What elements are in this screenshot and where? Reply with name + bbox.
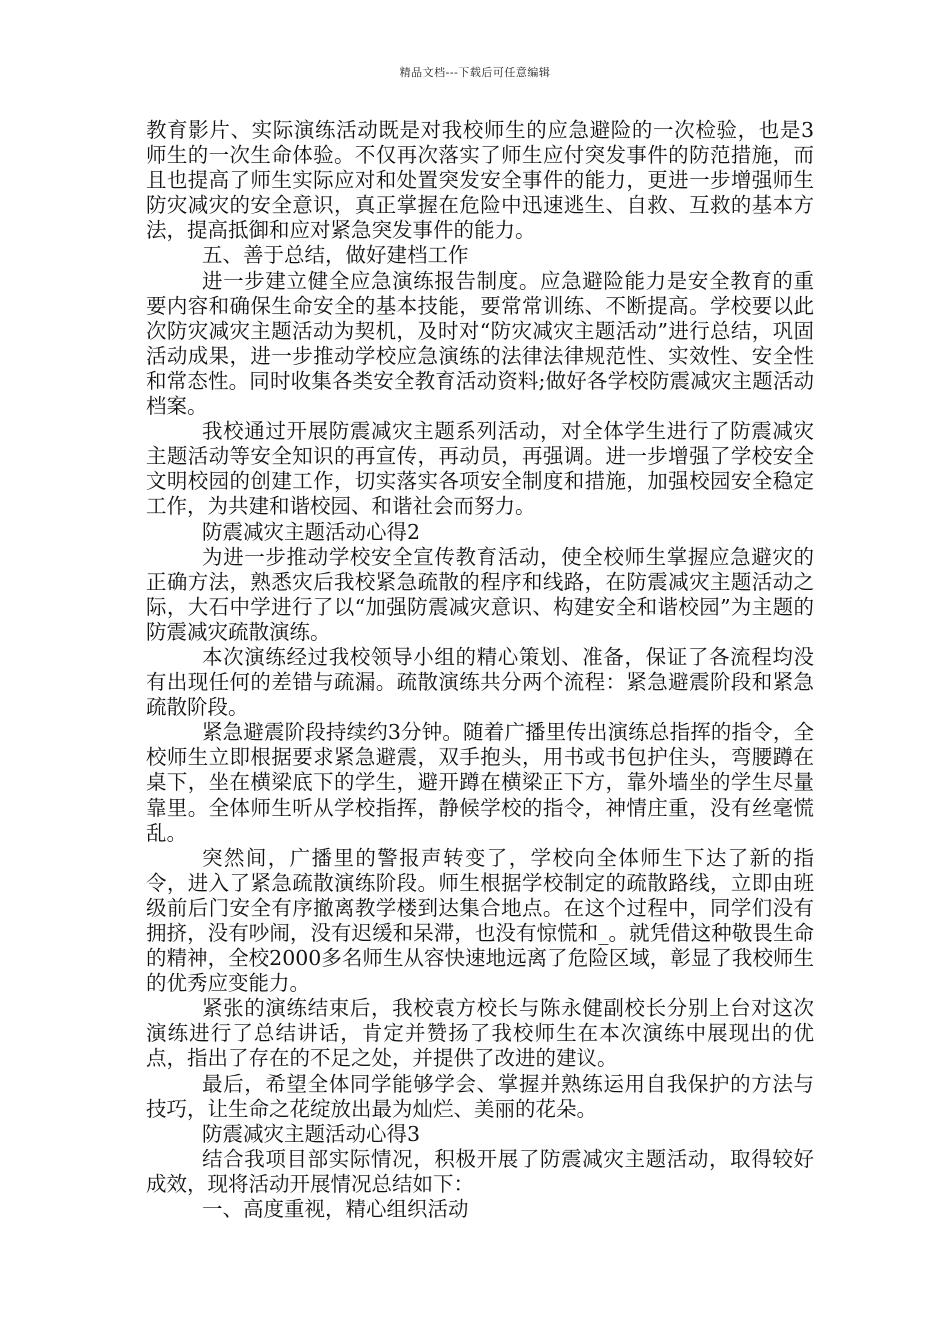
paragraph: 教育影片、实际演练活动既是对我校师生的应急避险的一次检验，也是3师生的一次生命体验。不仅再次落实了师生应付突发事件的防范措施，而且也提高了师生实际应对和处置突发安全事件的能力，更进一步增强师生防灾减灾的安全意识，真正掌握在危险中迅速逃生、自救、互救的基本方法，提高抵御和应对紧急突发事件的能力。 <box>146 118 814 243</box>
paragraph: 紧急避震阶段持续约3分钟。随着广播里传出演练总指挥的指令，全校师生立即根据要求紧急避震，双手抱头，用书或书包护住头，弯腰蹲在桌下，坐在横梁底下的学生，避开蹲在横梁正下方，靠外墙坐的学生尽量靠里。全体师生听从学校指挥，静候学校的指令，神情庄重，没有丝毫慌乱。 <box>146 720 814 845</box>
paragraph: 为进一步推动学校安全宣传教育活动，使全校师生掌握应急避灾的正确方法，熟悉灾后我校紧急疏散的程序和线路，在防震减灾主题活动之际，大石中学进行了以“加强防震减灾意识、构建安全和谐校园”为主题的防震减灾疏散演练。 <box>146 544 814 644</box>
document-body <box>146 118 814 1222</box>
paragraph: 最后，希望全体同学能够学会、掌握并熟练运用自我保护的方法与技巧，让生命之花绽放出最为灿烂、美丽的花朵。 <box>146 1071 814 1121</box>
paragraph: 我校通过开展防震减灾主题系列活动，对全体学生进行了防震减灾主题活动等安全知识的再宣传，再动员，再强调。进一步增强了学校安全文明校园的创建工作，切实落实各项安全制度和措施，加强校园安全稳定工作，为共建和谐校园、和谐社会而努力。 <box>146 419 814 519</box>
paragraph: 进一步建立健全应急演练报告制度。应急避险能力是安全教育的重要内容和确保生命安全的基本技能，要常常训练、不断提高。学校要以此次防灾减灾主题活动为契机，及时对“防灾减灾主题活动”进行总结，巩固活动成果，进一步推动学校应急演练的法律法律规范性、实效性、安全性和常态性。同时收集各类安全教育活动资料;做好各学校防震减灾主题活动档案。 <box>146 268 814 419</box>
paragraph: 紧张的演练结束后，我校袁方校长与陈永健副校长分别上台对这次演练进行了总结讲话，肯定并赞扬了我校师生在本次演练中展现出的优点，指出了存在的不足之处，并提供了改进的建议。 <box>146 996 814 1071</box>
section-heading: 五、善于总结，做好建档工作 <box>202 243 469 268</box>
page-header: 精品文档---下载后可任意编辑 <box>399 66 551 79</box>
paragraph: 结合我项目部实际情况，积极开展了防震减灾主题活动，取得较好成效，现将活动开展情况总结如下： <box>146 1146 814 1196</box>
section-heading: 防震减灾主题活动心得3 <box>202 1121 421 1146</box>
paragraph: 本次演练经过我校领导小组的精心策划、准备，保证了各流程均没有出现任何的差错与疏漏。疏散演练共分两个流程：紧急避震阶段和紧急疏散阶段。 <box>146 644 814 720</box>
section-heading: 防震减灾主题活动心得2 <box>202 519 421 544</box>
paragraph: 突然间，广播里的警报声转变了，学校向全体师生下达了新的指令，进入了紧急疏散演练阶段。师生根据学校制定的疏散路线，立即由班级前后门安全有序撤离教学楼到达集合地点。在这个过程中，同学们没有拥挤，没有吵闹，没有迟缓和呆滞，也没有惊慌和_。就凭借这种敬畏生命的精神，全校2000多名师生从容快速地远离了危险区域，彰显了我校师生的优秀应变能力。 <box>146 845 814 996</box>
section-heading: 一、高度重视，精心组织活动 <box>202 1197 469 1222</box>
